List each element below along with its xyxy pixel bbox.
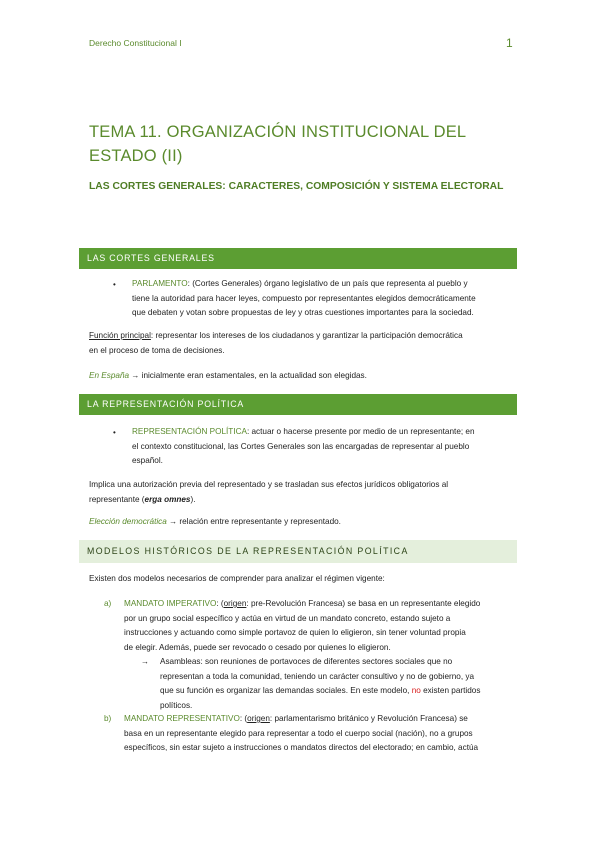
section-heading-cortes: LAS CORTES GENERALES [79,248,517,269]
representacion-line1: : actuar o hacerse presente por medio de un representante; en [246,427,475,436]
mandato-imperativo-line3: instrucciones y actuando como simple portavoz de quien lo eligieron, sin tener voluntad propia [124,628,466,637]
arrow-marker [141,655,161,670]
mandato-representativo-paragraph: MANDATO REPRESENTATIVO: (origen: parlamentarismo británico y Revolución Francesa) se basa en un representante elegido para representar a todo el cuerpo social (nación), no a grupos específicos, sin estar sujeto a instrucciones o mandatos directos del electorado; en cambio, actúa [124,714,479,752]
asambleas-no: no [411,686,421,695]
right-arrow-icon: → [131,371,140,380]
bullet-dot: • [113,280,116,289]
asambleas-line4: políticos. [160,700,193,710]
asambleas-line2: representan a toda la comunidad, teniendo un carácter consultivo y no de gobierno, ya [160,671,475,681]
document-subtitle: LAS CORTES GENERALES: CARACTERES, COMPOSICIÓN Y SISTEMA ELECTORAL [89,181,504,192]
mandato-imperativo-line1: : pre-Revolución Francesa) se basa en un representante elegido [246,599,481,608]
mandato-representativo-term: MANDATO REPRESENTATIVO [124,714,240,723]
implica-line2-pre: representante ( [89,494,145,504]
implica-line2-post: ). [190,494,196,504]
funcion-label: Función principal [89,331,151,340]
origen-label: origen [247,714,270,723]
eleccion-paragraph [89,515,509,530]
asambleas-line3-pre: que su función es organizar las demandas sociales. En este modelo, [160,686,412,695]
erga-omnes: erga omnes [144,494,191,504]
section-heading-representacion: LA REPRESENTACIÓN POLÍTICA [79,394,517,415]
mandato-imperativo-line2: por un grupo social específico y actúa en virtud de un mandato concreto, estando sujeto a [124,613,451,623]
list-marker-b: b) [104,714,112,723]
mandato-imperativo-line4: de elegir. Además, puede ser revocado o cesado por quienes lo eligieron. [124,642,391,652]
origen-label: origen [223,599,247,608]
asambleas-paragraph [160,655,515,713]
implica-paragraph [89,478,517,507]
eleccion-label: Elección democrática [89,517,167,526]
mandato-representativo-line2: basa en un representante elegido para representar a todo el cuerpo social (nación), no a grupos [124,728,473,738]
implica-line1: Implica una autorización previa del representado y se trasladan sus efectos jurídicos obligatorios al [89,480,449,489]
funcion-line1: : representar los intereses de los ciudadanos y garantizar la participación democrática [150,331,463,340]
bullet-dot: • [113,428,116,437]
parlamento-line1: : (Cortes Generales) órgano legislativo de un país que representa al pueblo y [187,279,468,288]
course-header: Derecho Constitucional I [89,38,182,48]
asambleas-line3-post: existen partidos [420,686,481,695]
right-arrow-icon: → [141,657,149,666]
list-marker-a: a) [104,599,112,608]
espana-label: En España [89,371,130,380]
funcion-line2: en el proceso de toma de decisiones. [89,345,225,355]
funcion-paragraph [89,329,517,358]
parlamento-term: PARLAMENTO [132,279,188,288]
document-title: TEMA 11. ORGANIZACIÓN INSTITUCIONAL DEL ESTADO (II) [89,123,466,165]
mandato-representativo-line3: específicos, sin estar sujeto a instrucciones o mandatos directos del electorado; en cambio, actúa [124,743,479,752]
mandato-imperativo-paragraph: MANDATO IMPERATIVO: (origen: pre-Revolución Francesa) se basa en un representante elegido por un grupo social específico y actúa en virtud de un mandato concreto, estando sujeto a instrucciones y actuando como simple portavoz de quien lo eligieron, sin tener voluntad propia de elegir. Además, puede ser revocado o cesado por quienes lo eligieron. [124,599,481,652]
representacion-term: REPRESENTACIÓN POLÍTICA [132,427,247,436]
section-heading-modelos: MODELOS HISTÓRICOS DE LA REPRESENTACIÓN POLÍTICA [79,540,517,563]
right-arrow-icon: → [169,517,178,526]
page-number: 1 [506,36,513,50]
parlamento-line2: tiene la autoridad para hacer leyes, compuesto por representantes elegidos democráticamente [132,293,476,303]
mandato-representativo-line1: : parlamentarismo británico y Revolución Francesa) se [269,714,468,723]
espana-text: inicialmente eran estamentales, en la actualidad son elegidas. [139,371,367,380]
parlamento-line3: que debaten y votan sobre propuestas de ley y otras cuestiones importantes para la sociedad. [132,308,474,317]
espana-paragraph [89,369,509,384]
eleccion-text: relación entre representante y representado. [177,517,341,526]
parlamento-paragraph [132,277,515,321]
modelos-intro: Existen dos modelos necesarios de comprender para analizar el régimen vigente: [89,574,385,583]
mandato-imperativo-term: MANDATO IMPERATIVO [124,599,217,608]
representacion-paragraph [132,425,515,469]
asambleas-line1: Asambleas: son reuniones de portavoces de diferentes sectores sociales que no [160,657,453,666]
representacion-line3: español. [132,456,163,465]
representacion-line2: el contexto constitucional, las Cortes Generales son las encargadas de representar al pueblo [132,441,470,451]
